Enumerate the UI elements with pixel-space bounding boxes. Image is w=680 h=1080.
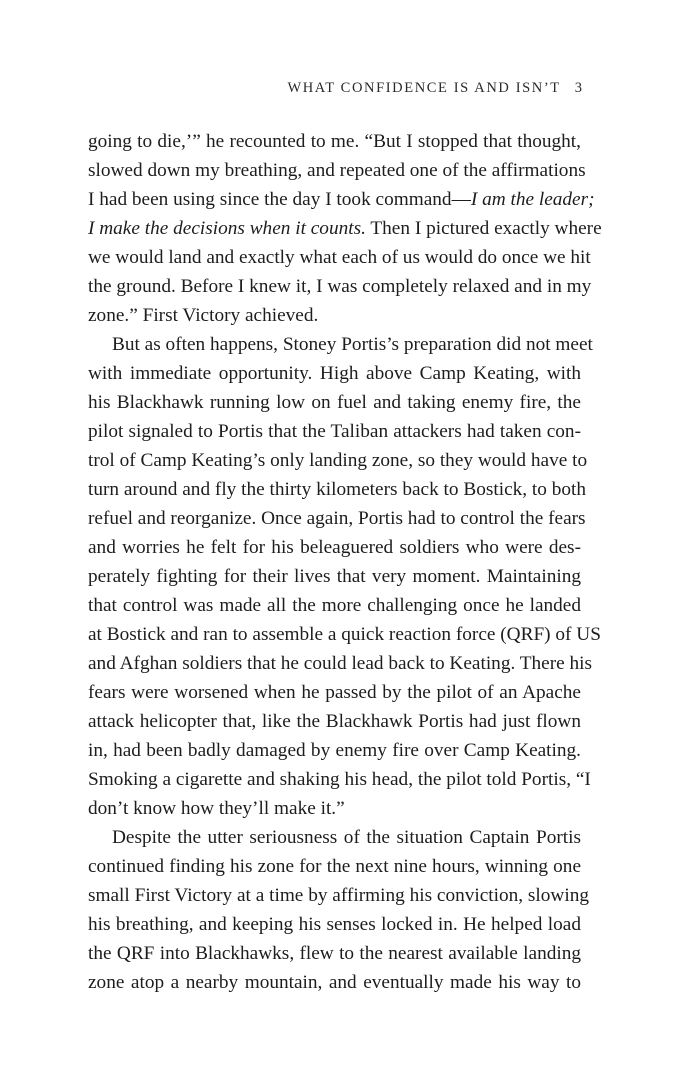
italic-phrase: I make the decisions when it counts. — [88, 218, 366, 239]
line-text: we would land and exactly what each of us would do once we hit — [88, 247, 591, 268]
text-line — [88, 185, 595, 214]
text-line — [88, 388, 581, 417]
line-text: going to die,’” he recounted to me. “But I stopped that thought, — [88, 131, 581, 152]
line-text: continued finding his zone for the next nine hours, winning one — [88, 856, 581, 877]
text-line — [88, 301, 581, 330]
line-text: his Blackhawk running low on fuel and taking enemy fire, the — [88, 392, 581, 413]
text-line — [88, 881, 589, 910]
text-line — [88, 591, 581, 620]
text-line — [88, 707, 581, 736]
text-line — [88, 910, 581, 939]
text-line — [88, 678, 581, 707]
text-line — [88, 533, 581, 562]
text-line — [88, 765, 591, 794]
text-line — [88, 243, 591, 272]
line-text: with immediate opportunity. High above Camp Keating, with — [88, 363, 581, 384]
text-line — [88, 504, 586, 533]
text-line — [88, 649, 593, 678]
line-text: attack helicopter that, like the Blackhawk Portis had just flown — [88, 711, 581, 732]
line-text: slowed down my breathing, and repeated one of the affirmations — [88, 160, 586, 181]
line-text: his breathing, and keeping his senses locked in. He helped load — [88, 914, 581, 935]
line-text: perately fighting for their lives that very moment. Maintaining — [88, 566, 581, 587]
text-line — [88, 968, 581, 997]
page-number: 3 — [574, 80, 582, 96]
line-text: But as often happens, Stoney Portis’s preparation did not meet — [112, 334, 593, 355]
text-line — [88, 736, 581, 765]
text-line — [88, 446, 588, 475]
line-text: the ground. Before I knew it, I was completely relaxed and in my — [88, 276, 592, 297]
line-text: Smoking a cigarette and shaking his head, the pilot told Portis, “I — [88, 769, 591, 790]
line-text: trol of Camp Keating’s only landing zone, so they would have to — [88, 450, 588, 471]
text-line — [88, 620, 601, 649]
line-text: refuel and reorganize. Once again, Portis had to control the fears — [88, 508, 586, 529]
line-text: Then I pictured exactly where — [365, 218, 602, 239]
line-text: zone.” First Victory achieved. — [88, 305, 319, 326]
text-line — [88, 939, 581, 968]
text-line — [88, 794, 581, 823]
line-text: fears were worsened when he passed by the pilot of an Apache — [88, 682, 581, 703]
line-text: I had been using since the day I took command— — [88, 189, 471, 210]
line-text: in, had been badly damaged by enemy fire over Camp Keating. — [88, 740, 581, 761]
line-text: and Afghan soldiers that he could lead back to Keating. There his — [88, 653, 593, 674]
body-text — [88, 127, 602, 997]
text-line — [88, 127, 581, 156]
text-line — [88, 475, 587, 504]
line-text: Despite the utter seriousness of the situation Captain Portis — [112, 827, 581, 848]
line-text: and worries he felt for his beleaguered soldiers who were des- — [88, 537, 581, 558]
line-text: pilot signaled to Portis that the Taliban attackers had taken con- — [88, 421, 581, 442]
line-text: turn around and fly the thirty kilometers back to Bostick, to both — [88, 479, 587, 500]
text-line — [88, 417, 581, 446]
line-text: small First Victory at a time by affirming his conviction, slowing — [88, 885, 589, 906]
text-line — [88, 562, 581, 591]
text-line — [88, 852, 581, 881]
text-line — [88, 330, 593, 359]
italic-phrase: I am the leader; — [470, 189, 595, 210]
text-line — [88, 214, 602, 243]
line-text: that control was made all the more challenging once he landed — [88, 595, 581, 616]
text-line — [88, 156, 586, 185]
line-text: the QRF into Blackhawks, flew to the nearest available landing — [88, 943, 581, 964]
line-text: zone atop a nearby mountain, and eventually made his way to — [88, 972, 581, 993]
text-line — [88, 359, 581, 388]
running-head — [287, 80, 582, 97]
line-text: at Bostick and ran to assemble a quick reaction force (QRF) of US — [88, 624, 601, 645]
line-text: don’t know how they’ll make it.” — [88, 798, 345, 819]
chapter-title: WHAT CONFIDENCE IS AND ISN’T — [287, 80, 561, 96]
text-line — [88, 272, 592, 301]
text-line — [88, 823, 581, 852]
